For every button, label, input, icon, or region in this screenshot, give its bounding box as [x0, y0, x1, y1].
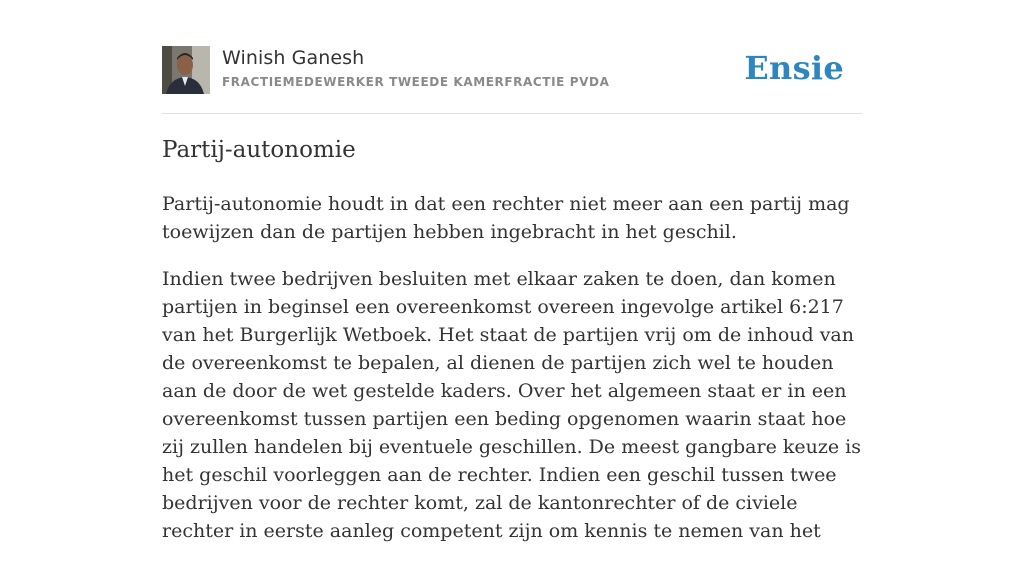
- author-header: [162, 46, 862, 96]
- author-name[interactable]: Winish Ganesh: [222, 47, 365, 69]
- article-paragraph: Indien twee bedrijven besluiten met elkaar zaken te doen, dan komen partijen in beginsel een overeenkomst overeen ingevolge artikel 6:217 van het Burgerlijk Wetboek. Het staat de partijen vrij om de inhoud van de overeenkomst te bepalen, al dienen de partijen zich wel te houden aan de door de wet gestelde kaders. Over het algemeen staat er in een overeenkomst tussen partijen een beding opgenomen waarin staat hoe zij zullen handelen bij eventuele geschillen. De meest gangbare keuze is het geschil voorleggen aan de rechter. Indien een geschil tussen twee bedrijven voor de rechter komt, zal de kantonrechter of de civiele rechter in eerste aanleg competent zijn om kennis te nemen van het: [162, 268, 861, 542]
- avatar-image: [162, 46, 210, 94]
- avatar[interactable]: [162, 46, 210, 94]
- header-divider: [162, 113, 862, 114]
- article-body: [162, 190, 868, 564]
- ensie-logo[interactable]: Ensie: [744, 49, 844, 87]
- article-paragraph: Partij-autonomie houdt in dat een rechter niet meer aan een partij mag toewijzen dan de partijen hebben ingebracht in het geschil.: [162, 193, 850, 243]
- author-role: FRACTIEMEDEWERKER TWEEDE KAMERFRACTIE PVDA: [222, 75, 610, 89]
- article-title: Partij-autonomie: [162, 137, 356, 163]
